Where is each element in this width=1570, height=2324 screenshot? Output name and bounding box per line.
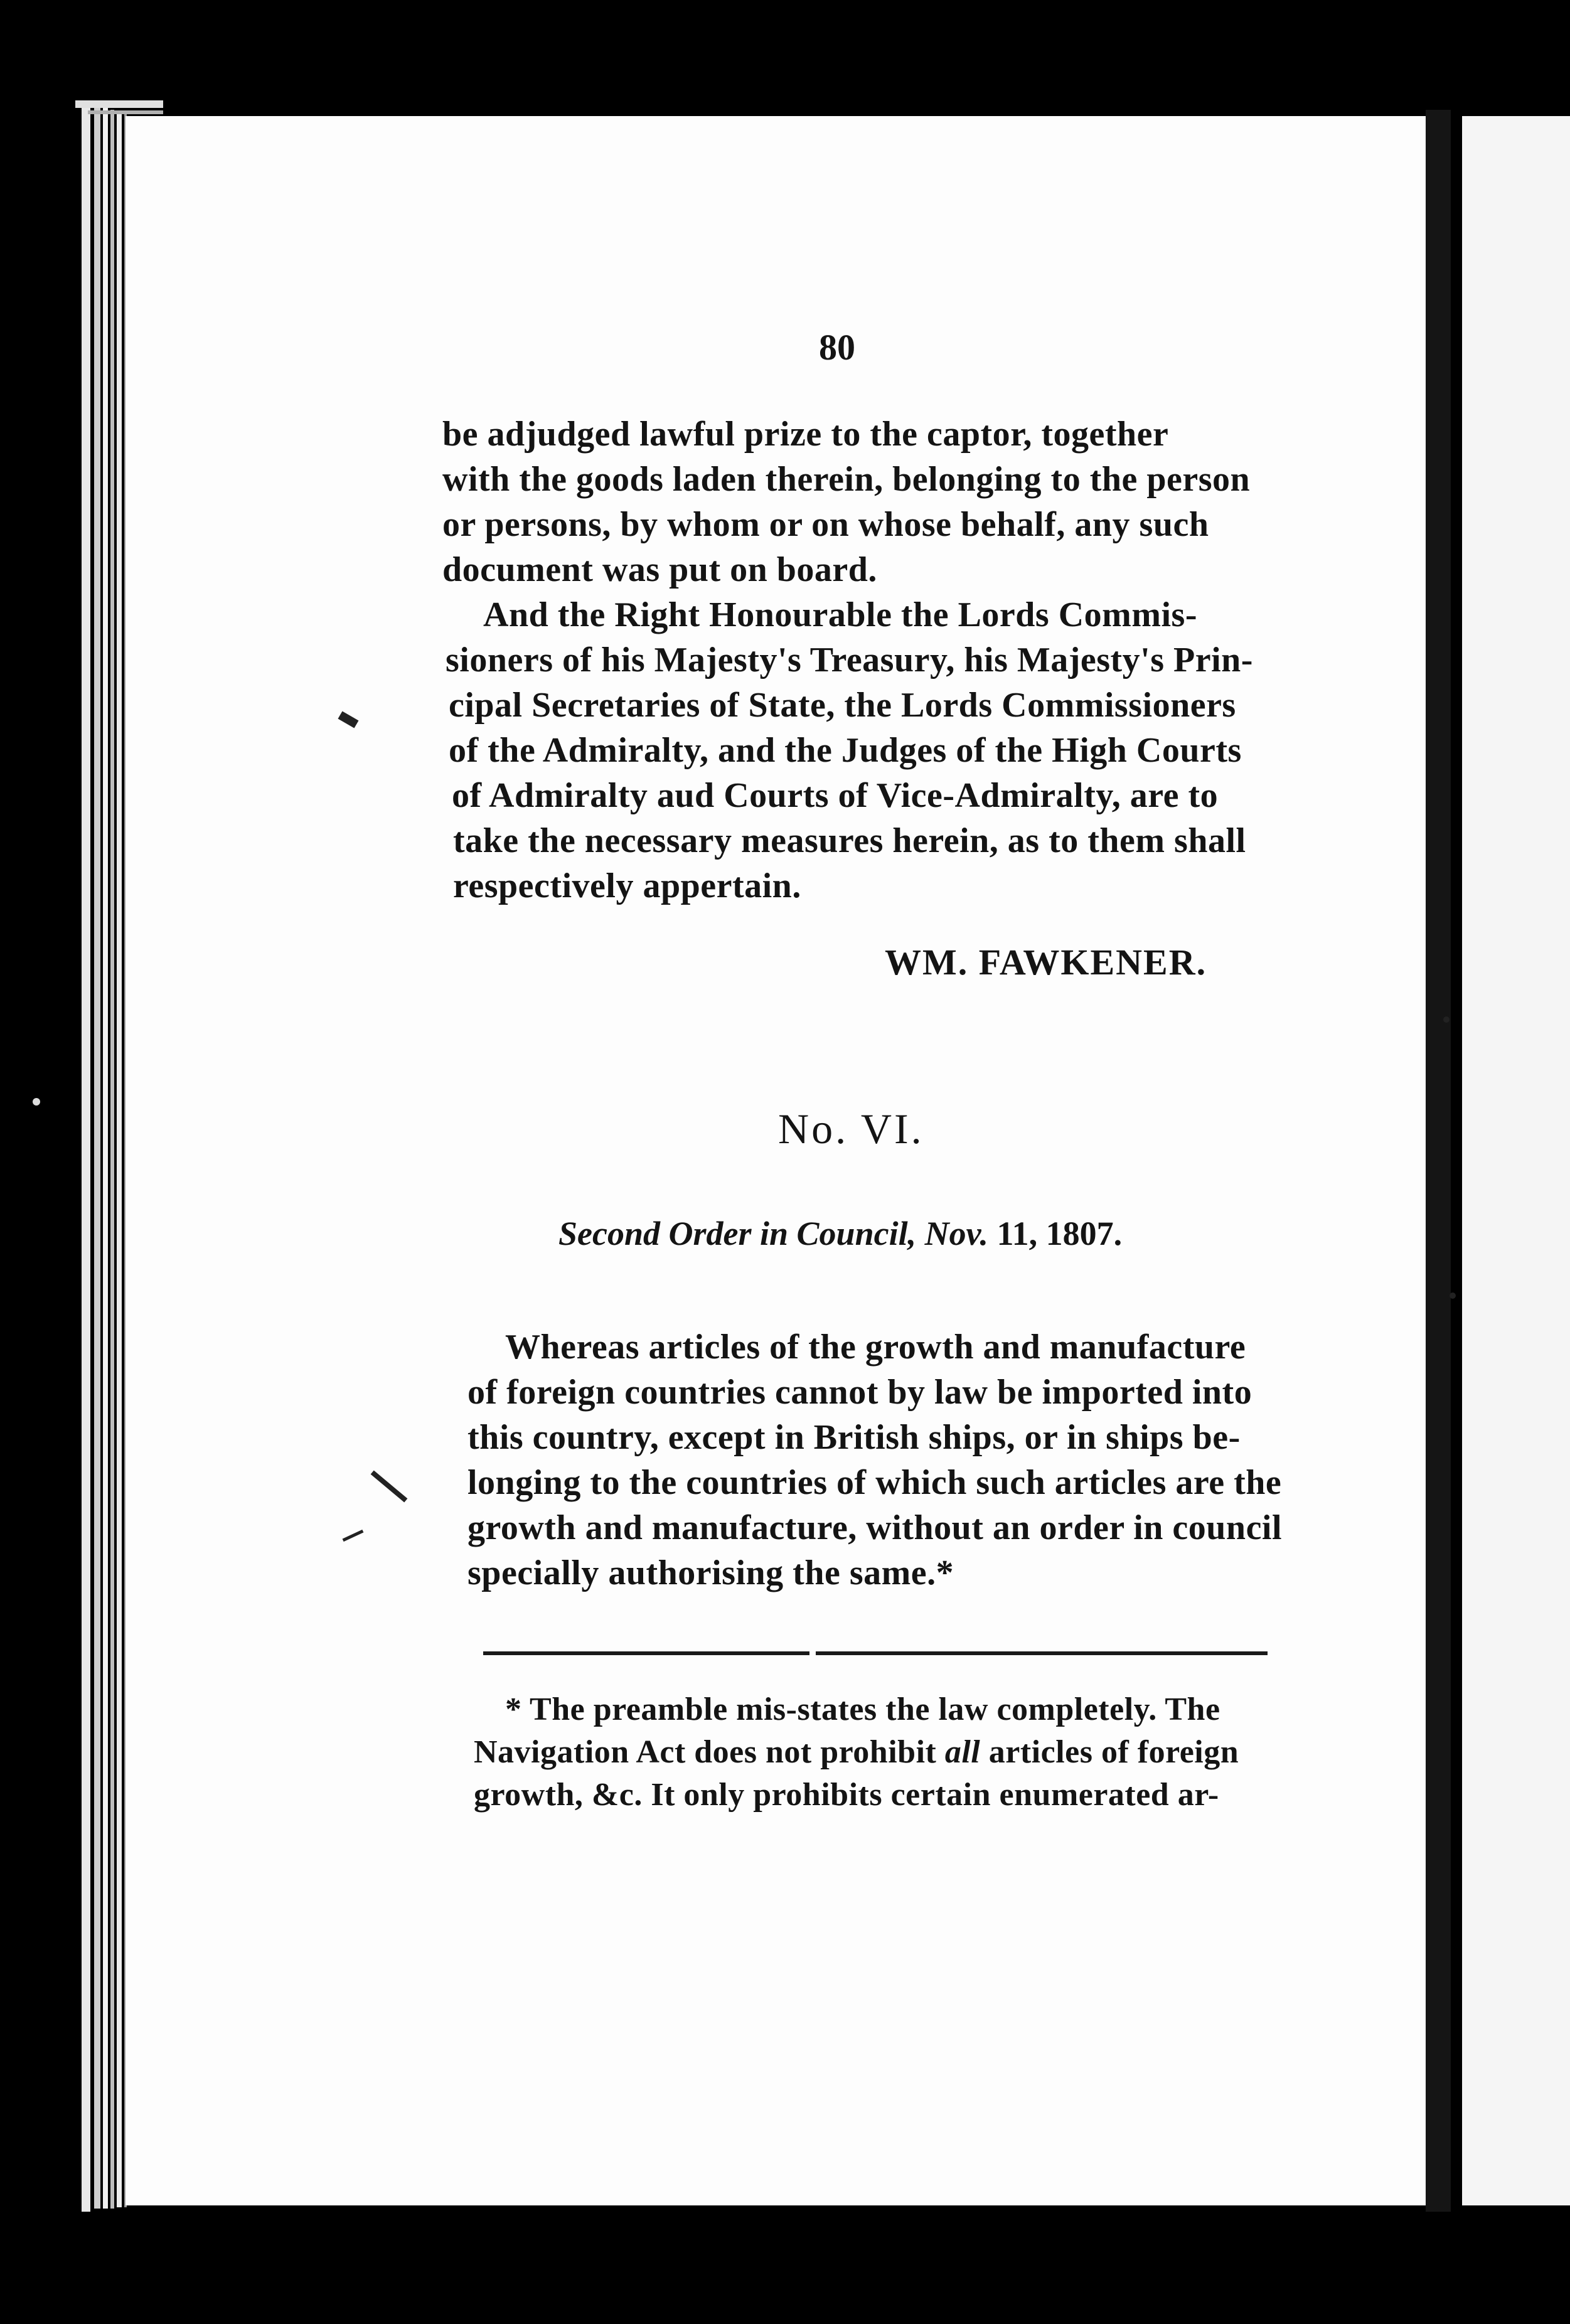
text-line: of foreign countries cannot by law be imported into [467,1373,1252,1412]
document-number-heading: No. VI. [778,1105,924,1153]
text-line: cipal Secretaries of State, the Lords Commissioners [449,686,1236,725]
scan-mark [33,1098,40,1106]
footnote-text: Navigation Act does not prohibit [474,1734,945,1770]
text-line: this country, except in British ships, or in ships be- [467,1418,1241,1457]
text-line: or persons, by whom or on whose behalf, any such [442,505,1209,544]
scan-mark [1450,1293,1456,1299]
text-line: longing to the countries of which such articles are the [467,1463,1282,1502]
text-line: And the Right Honourable the Lords Commis- [483,595,1197,634]
text-line: specially authorising the same.* [467,1554,954,1592]
document-subtitle [558,1214,1122,1253]
text-line: be adjudged lawful prize to the captor, together [442,415,1169,454]
text-line: of the Admiralty, and the Judges of the High Courts [449,731,1242,770]
page-number: 80 [819,327,855,368]
text-line: respectively appertain. [453,866,801,905]
text-line: Whereas articles of the growth and manufacture [505,1328,1246,1367]
book-spine [1426,110,1451,2212]
facing-page-edge [1462,116,1570,2205]
text-line: with the goods laden therein, belonging to the person [442,460,1251,499]
subtitle-italic: Second Order in Council, Nov. [558,1215,989,1252]
footnote-rule-right [816,1651,1268,1655]
footnote-emphasis: all [944,1734,981,1770]
footnote-line: growth, &c. It only prohibits certain enumerated ar- [474,1777,1219,1813]
footnote-rule-left [483,1651,809,1655]
text-line: sioners of his Majesty's Treasury, his Majesty's Prin- [446,641,1253,680]
text-line: of Admiralty aud Courts of Vice-Admiralty, are to [452,776,1219,815]
text-line: document was put on board. [442,550,877,589]
footnote-line: * The preamble mis-states the law completely. The [505,1692,1220,1727]
text-line: growth and manufacture, without an order in council [467,1508,1283,1547]
footnote-line [474,1734,1239,1771]
footnote-text: articles of foreign [980,1734,1239,1770]
text-line: take the necessary measures herein, as to them shall [453,821,1246,860]
subtitle-date: 11, 1807. [988,1215,1123,1252]
signature: WM. FAWKENER. [885,942,1207,983]
scan-mark [1443,1016,1450,1023]
